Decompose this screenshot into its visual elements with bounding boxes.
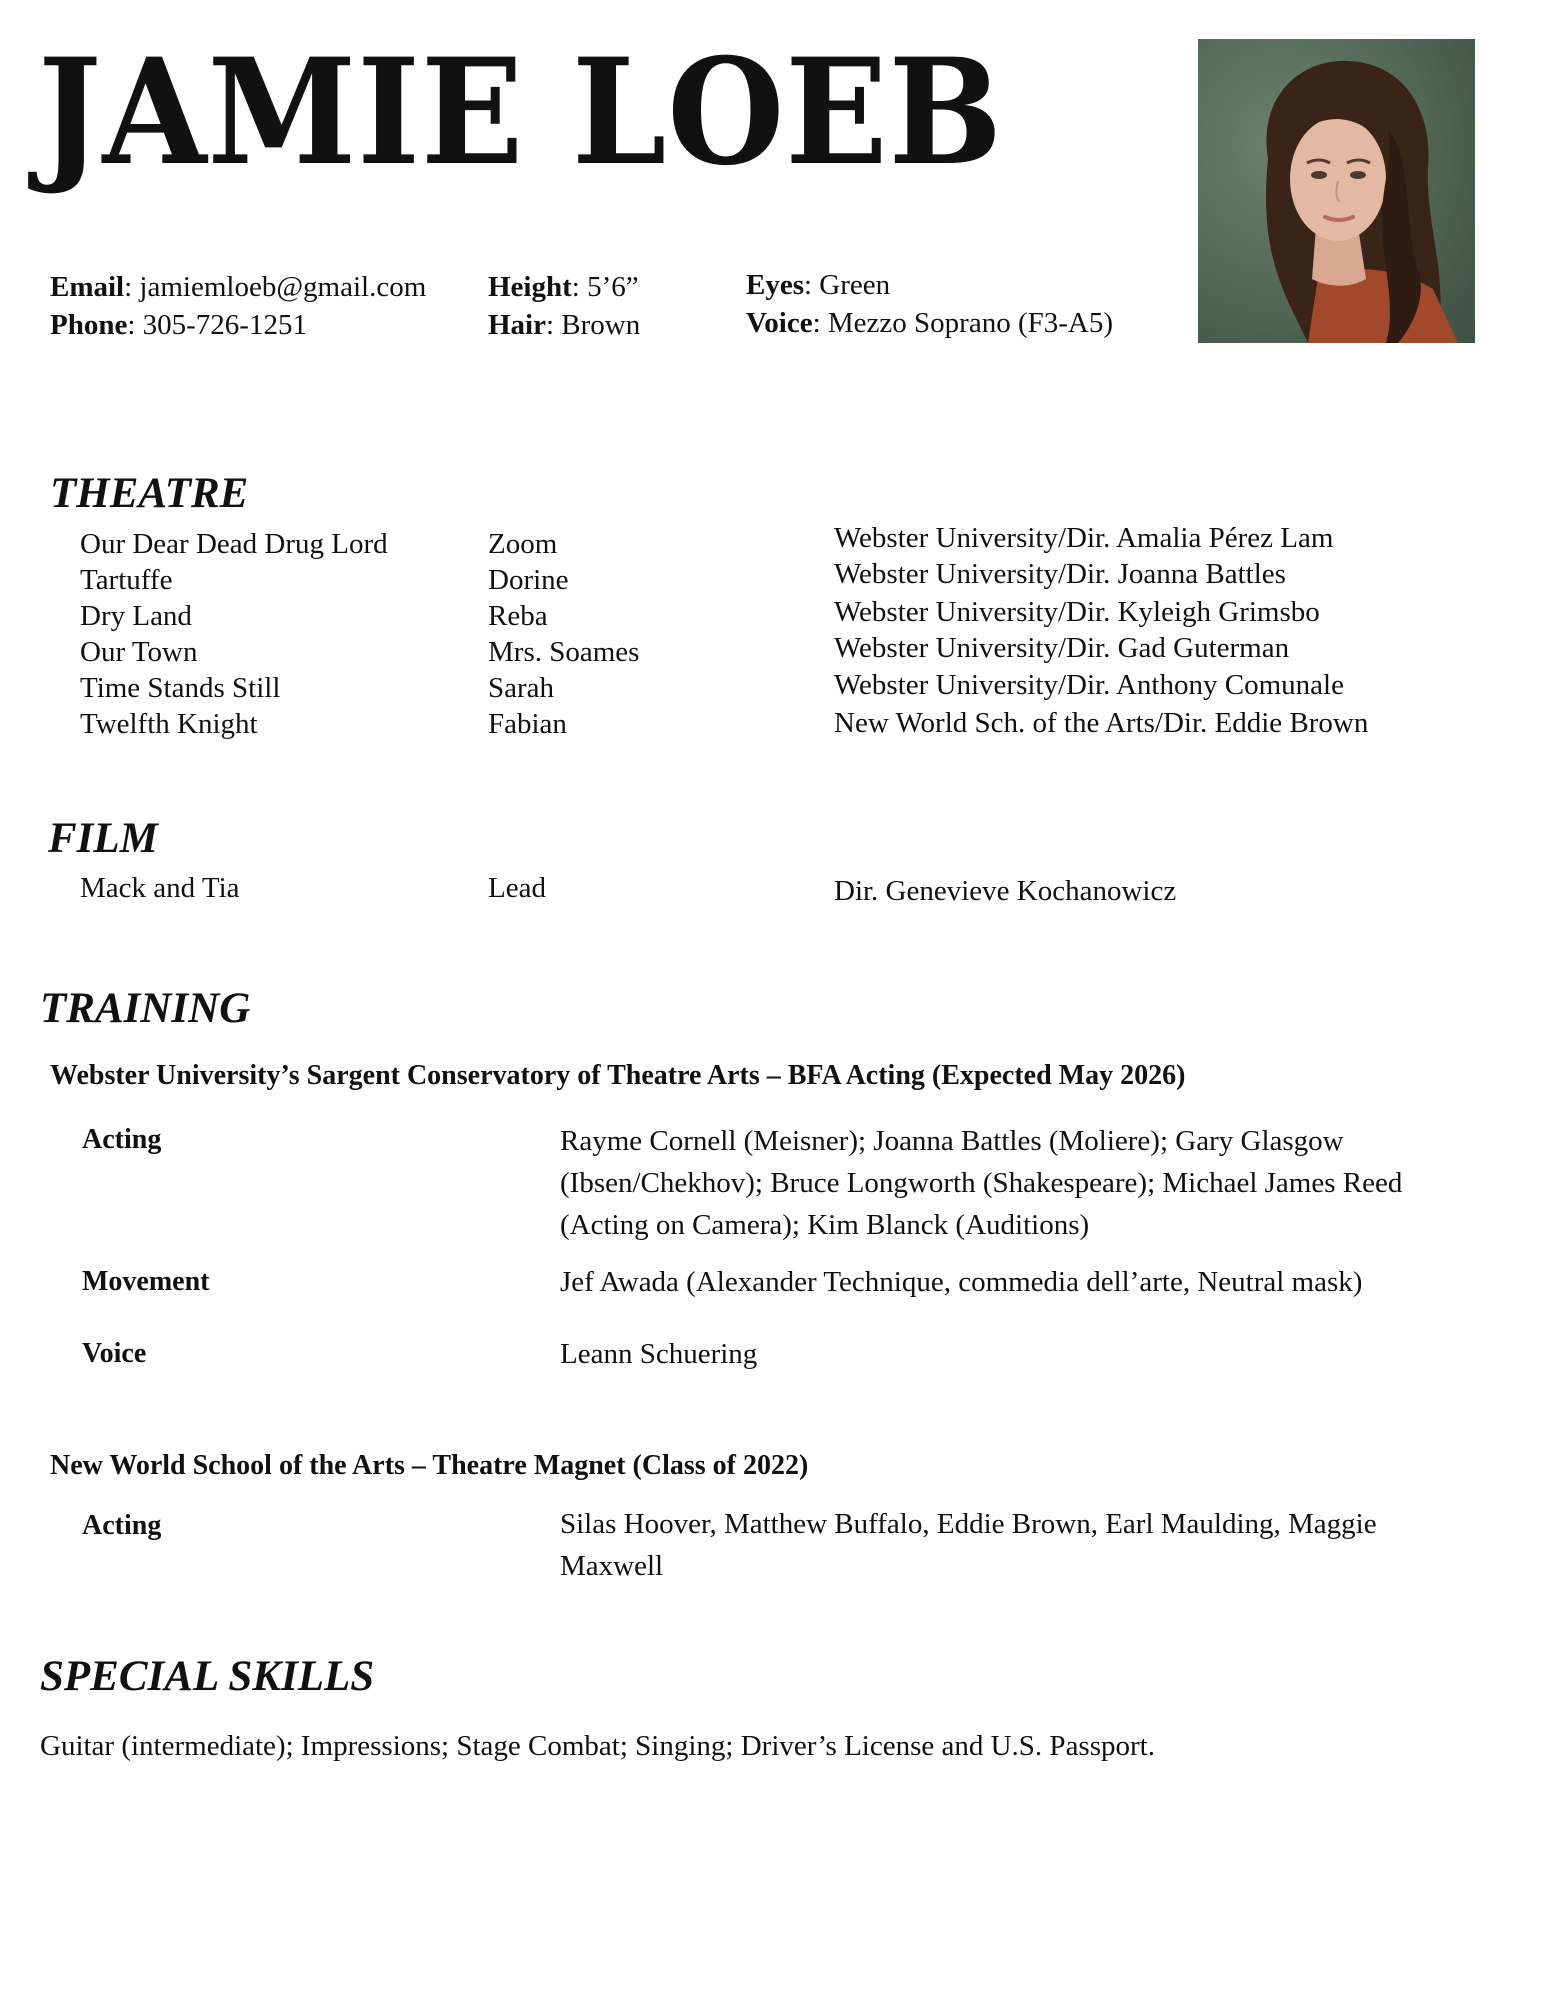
credit-venue: New World Sch. of the Arts/Dir. Eddie Brown xyxy=(834,707,1369,739)
hair-line xyxy=(488,306,640,344)
credit-role: Fabian xyxy=(488,708,567,740)
phone-label: Phone xyxy=(50,309,128,341)
email-value: : jamiemloeb@gmail.com xyxy=(124,271,427,303)
eyes-value: : Green xyxy=(804,269,891,301)
physical-column xyxy=(488,268,640,344)
contact-column xyxy=(50,268,426,344)
email-label: Email xyxy=(50,271,125,303)
height-label: Height xyxy=(488,271,572,303)
resume-name: JAMIE LOEB xyxy=(38,27,1003,198)
credit-row xyxy=(0,598,1545,634)
email-line xyxy=(50,268,426,306)
credit-venue: Webster University/Dir. Joanna Battles xyxy=(834,558,1286,590)
voice-teachers: Leann Schuering xyxy=(560,1338,758,1370)
credit-row xyxy=(0,870,1545,906)
nwsa-acting-teachers: Silas Hoover, Matthew Buffalo, Eddie Brown, Earl Maulding, Maggie Maxwell xyxy=(560,1508,1377,1582)
headshot-illustration xyxy=(1198,39,1475,343)
eyes-label: Eyes xyxy=(746,269,804,301)
phone-value: : 305-726-1251 xyxy=(127,309,307,341)
nwsa-acting-label: Acting xyxy=(82,1510,162,1541)
credit-venue: Webster University/Dir. Kyleigh Grimsbo xyxy=(834,596,1320,628)
credit-title: Tartuffe xyxy=(80,564,173,596)
eyes-voice-column xyxy=(746,266,1113,342)
voice-value: : Mezzo Soprano (F3-A5) xyxy=(812,307,1114,339)
credit-title: Dry Land xyxy=(80,600,192,632)
skills-heading: SPECIAL SKILLS xyxy=(40,1653,375,1700)
credit-title: Twelfth Knight xyxy=(80,708,258,740)
credit-venue: Webster University/Dir. Gad Guterman xyxy=(834,632,1290,664)
nwsa-school: New World School of the Arts – Theatre Magnet (Class of 2022) xyxy=(50,1450,809,1481)
eyes-line xyxy=(746,266,1113,304)
voice-label: Voice xyxy=(82,1338,147,1369)
credit-role: Sarah xyxy=(488,672,555,704)
voice-line xyxy=(746,304,1113,342)
hair-label: Hair xyxy=(488,309,546,341)
credit-title: Our Town xyxy=(80,636,198,668)
credit-title: Time Stands Still xyxy=(80,672,281,704)
credit-role: Zoom xyxy=(488,528,558,560)
phone-line xyxy=(50,306,426,344)
skills-text: Guitar (intermediate); Impressions; Stage Combat; Singing; Driver’s License and U.S. Passport. xyxy=(40,1730,1155,1762)
movement-label: Movement xyxy=(82,1266,210,1297)
training-heading: TRAINING xyxy=(40,985,251,1032)
credit-row xyxy=(0,634,1545,670)
credit-row xyxy=(0,522,1545,562)
credit-row xyxy=(0,706,1545,742)
voice-label: Voice xyxy=(746,307,813,339)
acting-teachers: Rayme Cornell (Meisner); Joanna Battles (Moliere); Gary Glasgow (Ibsen/Chekhov); Bruce Longworth (Shakespeare); Michael James Reed (Acting on Camera); Kim Blanck (Auditions) xyxy=(560,1125,1403,1241)
height-line xyxy=(488,268,640,306)
credit-venue: Webster University/Dir. Anthony Comunale xyxy=(834,669,1344,701)
acting-label: Acting xyxy=(82,1124,162,1155)
credit-role: Dorine xyxy=(488,564,569,596)
headshot-photo xyxy=(1198,39,1475,343)
film-heading: FILM xyxy=(48,815,158,862)
credit-title: Our Dear Dead Drug Lord xyxy=(80,528,388,560)
credit-venue: Webster University/Dir. Amalia Pérez Lam xyxy=(834,522,1334,554)
credit-role: Lead xyxy=(488,872,546,904)
movement-teachers: Jef Awada (Alexander Technique, commedia dell’arte, Neutral mask) xyxy=(560,1266,1363,1298)
height-value: : 5’6” xyxy=(571,271,639,303)
credit-title: Mack and Tia xyxy=(80,872,240,904)
credit-row xyxy=(0,670,1545,706)
theatre-heading: THEATRE xyxy=(50,470,249,517)
credit-venue: Dir. Genevieve Kochanowicz xyxy=(834,875,1177,907)
webster-school: Webster University’s Sargent Conservatory of Theatre Arts – BFA Acting (Expected May 2026) xyxy=(50,1060,1186,1091)
hair-value: : Brown xyxy=(546,309,641,341)
credit-role: Reba xyxy=(488,600,548,632)
credit-role: Mrs. Soames xyxy=(488,636,640,668)
credit-row xyxy=(0,558,1545,598)
